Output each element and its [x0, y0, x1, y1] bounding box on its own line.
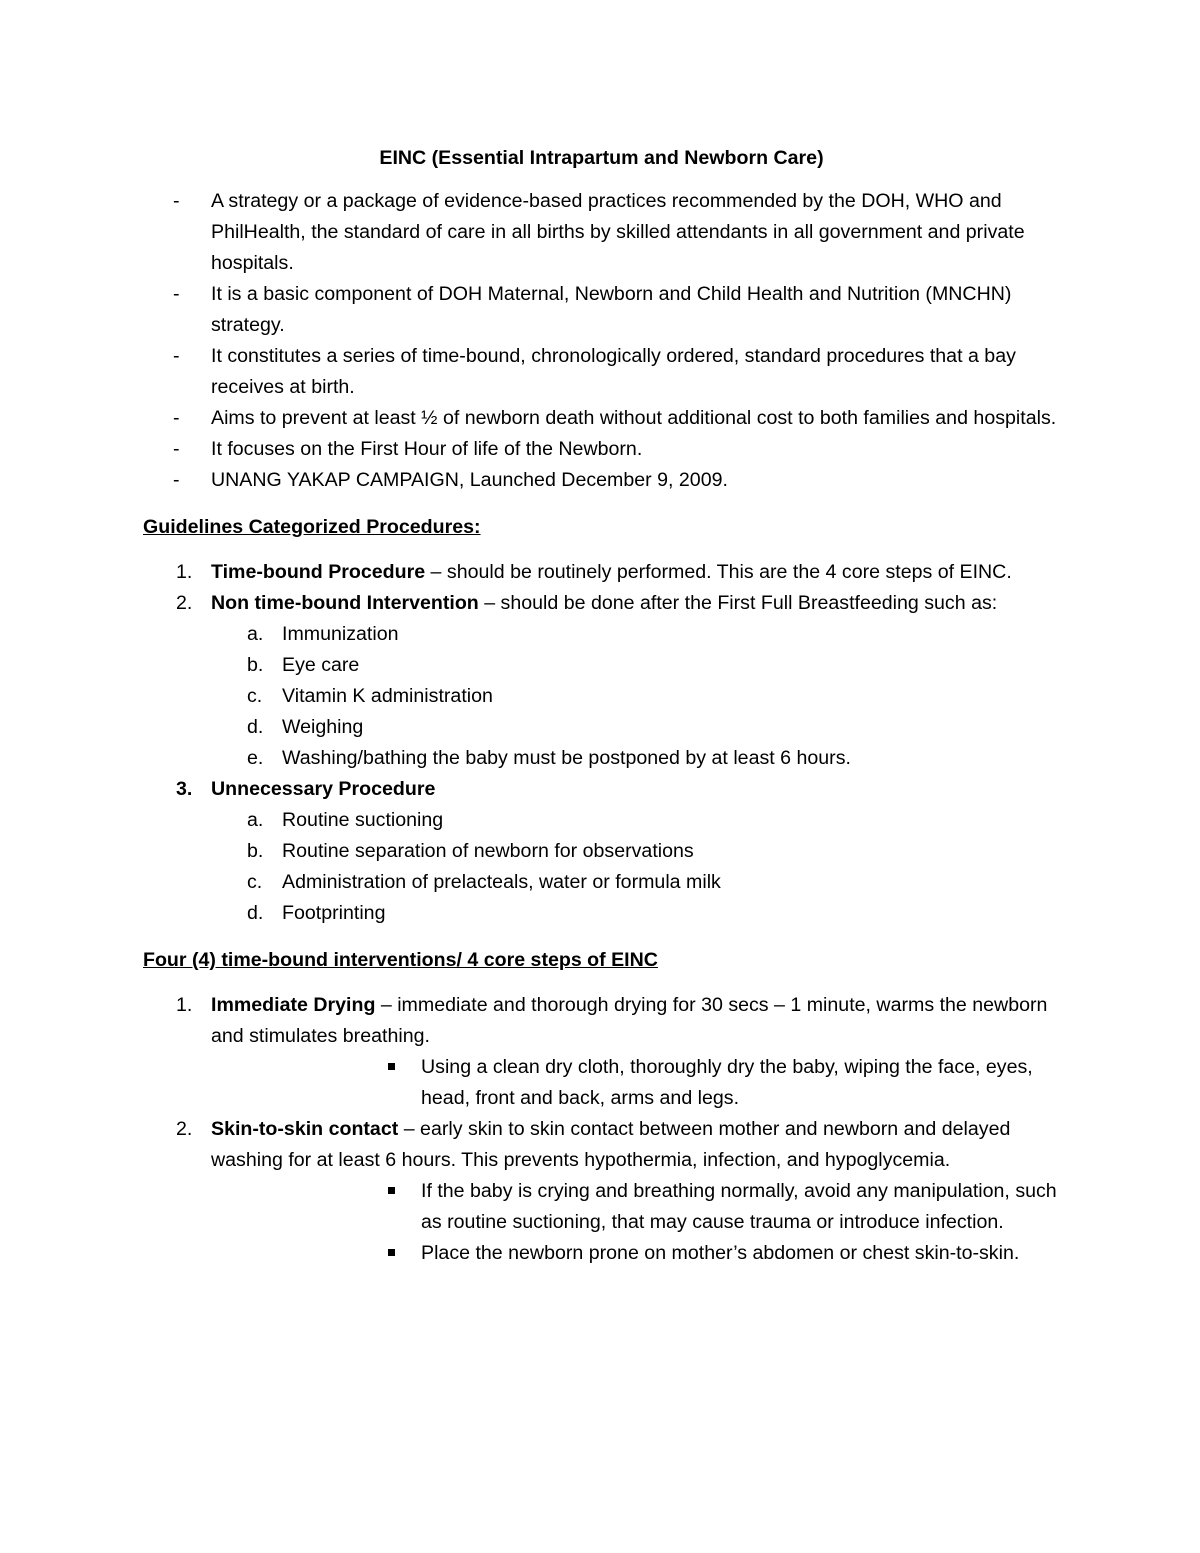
- sub-letter: d.: [247, 902, 264, 924]
- intro-item: - It is a basic component of DOH Maternal, Newborn and Child Health and Nutrition (MNCHN) strategy.: [143, 279, 1060, 341]
- core-step-item: [143, 1114, 1060, 1269]
- core-steps-heading: Four (4) time-bound interventions/ 4 core steps of EINC: [143, 949, 658, 971]
- item-number: 2.: [176, 1118, 193, 1140]
- guideline-item: [143, 588, 1060, 774]
- guideline-term: Non time-bound Intervention: [211, 592, 479, 614]
- bullet-item: Using a clean dry cloth, thoroughly dry the baby, wiping the face, eyes, head, front and back, arms and legs.: [211, 1052, 1060, 1114]
- item-number: 3.: [176, 778, 193, 800]
- sub-text: Eye care: [282, 654, 360, 676]
- sub-text: Vitamin K administration: [282, 685, 493, 707]
- intro-item: - UNANG YAKAP CAMPAIGN, Launched December 9, 2009.: [143, 465, 1060, 496]
- sub-list: [211, 619, 1060, 774]
- item-number: 2.: [176, 592, 193, 614]
- guideline-text: – should be routinely performed. This are the 4 core steps of EINC.: [425, 561, 1012, 583]
- sub-text: Routine separation of newborn for observations: [282, 840, 694, 862]
- item-number: 1.: [176, 561, 193, 583]
- sub-text: Washing/bathing the baby must be postponed by at least 6 hours.: [282, 747, 851, 769]
- sub-letter: b.: [247, 654, 264, 676]
- sub-item: [211, 836, 1060, 867]
- item-number: 1.: [176, 994, 193, 1016]
- intro-list: [143, 186, 1060, 496]
- intro-item: - It focuses on the First Hour of life of the Newborn.: [143, 434, 1060, 465]
- sub-item: [211, 681, 1060, 712]
- sub-letter: a.: [247, 623, 264, 645]
- core-step-text: – early skin to skin contact between mother and newborn and delayed washing for at least 6 hours. This prevents hypothermia, infection, and hypoglycemia.: [211, 1118, 1011, 1171]
- core-step-text: – immediate and thorough drying for 30 secs – 1 minute, warms the newborn and stimulates breathing.: [211, 994, 1048, 1047]
- bullet-list: [211, 1052, 1060, 1114]
- guideline-item: [143, 774, 1060, 929]
- sub-item: [211, 712, 1060, 743]
- bullet-list: [211, 1176, 1060, 1269]
- bullet-item: Place the newborn prone on mother’s abdomen or chest skin-to-skin.: [211, 1238, 1060, 1269]
- sub-letter: d.: [247, 716, 264, 738]
- sub-list: [211, 805, 1060, 929]
- sub-letter: c.: [247, 685, 263, 707]
- sub-item: [211, 743, 1060, 774]
- sub-letter: e.: [247, 747, 264, 769]
- guideline-item: [143, 557, 1060, 588]
- sub-letter: c.: [247, 871, 263, 893]
- sub-item: [211, 650, 1060, 681]
- intro-item: - Aims to prevent at least ½ of newborn death without additional cost to both families and hospitals.: [143, 403, 1060, 434]
- sub-text: Footprinting: [282, 902, 386, 924]
- sub-item: [211, 619, 1060, 650]
- sub-item: [211, 867, 1060, 898]
- guidelines-list: [143, 557, 1060, 929]
- core-step-item: [143, 990, 1060, 1114]
- intro-item: - A strategy or a package of evidence-based practices recommended by the DOH, WHO and PhilHealth, the standard of care in all births by skilled attendants in all government and private hospitals.: [143, 186, 1060, 279]
- sub-item: [211, 898, 1060, 929]
- sub-letter: a.: [247, 809, 264, 831]
- core-step-term: Immediate Drying: [211, 994, 376, 1016]
- guideline-term: Unnecessary Procedure: [211, 778, 436, 800]
- core-step-term: Skin-to-skin contact: [211, 1118, 399, 1140]
- core-steps-list: [143, 990, 1060, 1269]
- guideline-text: – should be done after the First Full Breastfeeding such as:: [478, 592, 998, 614]
- sub-text: Routine suctioning: [282, 809, 444, 831]
- document-title: EINC (Essential Intrapartum and Newborn Care): [379, 147, 824, 169]
- bullet-item: If the baby is crying and breathing normally, avoid any manipulation, such as routine suctioning, that may cause trauma or introduce infection.: [211, 1176, 1060, 1238]
- intro-item: - It constitutes a series of time-bound, chronologically ordered, standard procedures that a bay receives at birth.: [143, 341, 1060, 403]
- sub-letter: b.: [247, 840, 264, 862]
- sub-text: Weighing: [282, 716, 364, 738]
- sub-text: Administration of prelacteals, water or formula milk: [282, 871, 721, 893]
- guideline-term: Time-bound Procedure: [211, 561, 426, 583]
- sub-text: Immunization: [282, 623, 399, 645]
- guidelines-heading: Guidelines Categorized Procedures:: [143, 516, 481, 538]
- sub-item: [211, 805, 1060, 836]
